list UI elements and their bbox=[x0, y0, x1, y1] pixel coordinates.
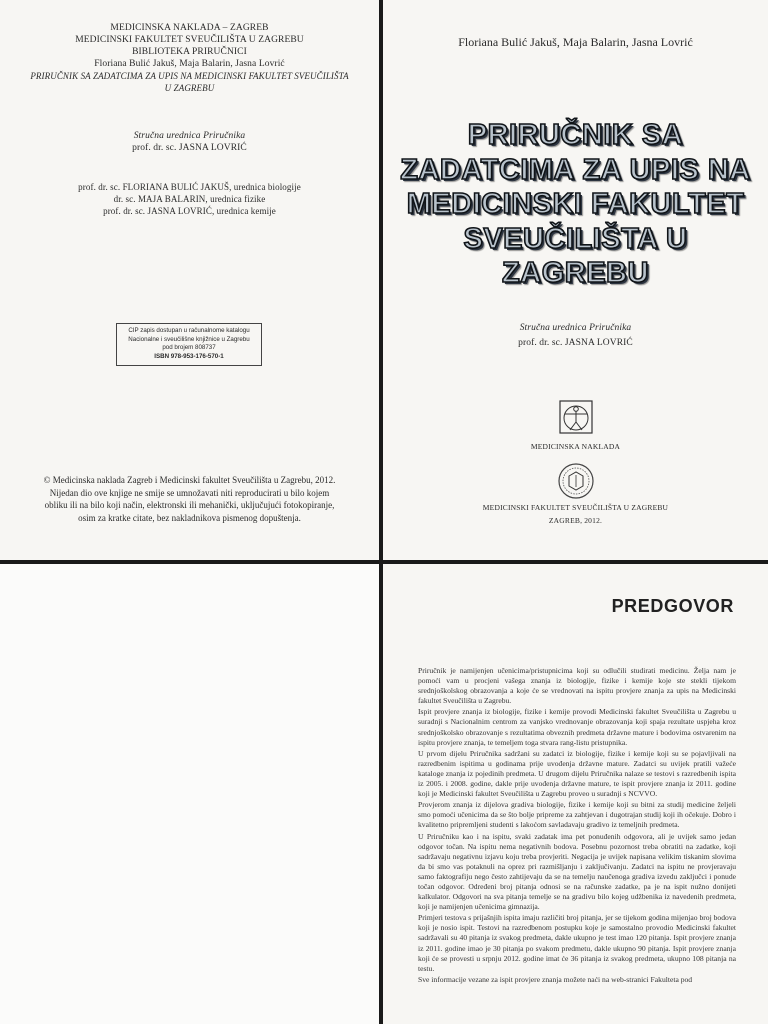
publisher-line: MEDICINSKI FAKULTET SVEUČILIŠTA U ZAGREBU bbox=[75, 35, 304, 45]
editor-name: prof. dr. sc. JASNA LOVRIĆ bbox=[132, 143, 247, 153]
subject-editor: prof. dr. sc. FLORIANA BULIĆ JAKUŠ, urednica biologije bbox=[78, 182, 301, 192]
paragraph: U prvom dijelu Priručnika sadržani su zadatci iz biologije, fizike i kemije koji su se pojavljivali na razredbenim ispitima u godinama prije uvođenja državne mature. Zadatci su uvijek pratili važeće kataloge znanja iz pojedinih predmeta. U drugom dijelu Priručnika nalaze se testovi s razredbenih ispita iz 2005. i 2008. godine, dakle prije uvođenja državne mature, te ispit provjere znanja iz 2011. godine koji je Medicinski fakultet Sveučilišta u Zagrebu proveo u suradnji s NCVVO. bbox=[418, 748, 736, 799]
series-line: BIBLIOTEKA PRIRUČNICI bbox=[132, 47, 247, 57]
paragraph: Provjerom znanja iz dijelova gradiva biologije, fizike i kemije koji su bitni za studij medicine željeli smo pomoći učenicima da se što bolje pripreme za zahtjevan i dugotrajan studij koji ih očekuje. Dobro i kvalitetno pripremljeni studenti s lakoćom savladavaju gradivo iz temeljnih predmeta. bbox=[418, 800, 736, 830]
publisher-line: MEDICINSKA NAKLADA – ZAGREB bbox=[110, 23, 269, 33]
place-year: ZAGREB, 2012. bbox=[548, 516, 603, 525]
book-title-line: U ZAGREBU bbox=[164, 83, 215, 93]
copyright-notice bbox=[14, 474, 365, 524]
cip-box bbox=[116, 323, 262, 366]
paragraph: U Priručniku kao i na ispitu, svaki zadatak ima pet ponuđenih odgovora, ali je uvijek samo jedan odgovor točan. Na ispitu nema negativnih bodova. Posebnu pozornost treba obratiti na zadatke, koji sadržavaju negativnu izjavu koju treba provjeriti. Negacija je uvijek napisana velikim tiskanim slovima da bi smo vas potaknuli na oprez pri razmišljanju i zaključivanju. Zadatci na ispitu ne provjeravaju samo faktografiju nego često zahtijevaju da se na temelju naučenoga gradiva izvedu zaključci i ponude točan odgovor. Određeni broj pitanja odnosi se na računske zadatke, pa je na ispit nužno donijeti kalkulator. Odgovori na sva pitanja temelje se na gradivu bilo kojeg udžbenika iz navedenih predmeta, koji je namijenjen učenicima gimnazija. bbox=[418, 831, 736, 912]
book-title-line: PRIRUČNIK SA ZADATCIMA ZA UPIS NA MEDICINSKI FAKULTET SVEUČILIŠTA bbox=[30, 71, 349, 81]
subject-editor: prof. dr. sc. JASNA LOVRIĆ, urednica kemije bbox=[103, 206, 276, 216]
cip-line: CIP zapis dostupan u računalnome katalogu bbox=[128, 327, 250, 334]
subject-editor: dr. sc. MAJA BALARIN, urednica fizike bbox=[113, 194, 266, 204]
imprint-page bbox=[0, 0, 379, 560]
university-seal-icon bbox=[557, 462, 595, 500]
paragraph: Priručnik je namijenjen učenicima/pristupnicima koji su odlučili studirati medicinu. Želja nam je pomoći vam u procjeni vašega znanja iz biologije, fizike i kemije koje ste stekli tijekom srednjoškolskog obrazovanja a koje će se vrednovati na ispitu provjere znanja za upis na Medicinski fakultet Sveučilišta u Zagrebu. bbox=[418, 666, 736, 706]
publisher-block bbox=[0, 22, 379, 94]
faculty-name: MEDICINSKI FAKULTET SVEUČILIŠTA U ZAGREBU bbox=[482, 503, 669, 512]
copyright-line: obliku ili na bilo koji način, elektronski ili mehanički, uključujući fotokopiranje, bbox=[44, 500, 335, 510]
title-line: ZADATCIMA ZA UPIS NA bbox=[400, 153, 751, 186]
paragraph: Ispit provjere znanja iz biologije, fizike i kemije provodi Medicinski fakultet Sveučilišta u Zagrebu u suradnji s Nacionalnim centrom za vanjsko vrednovanje obrazovanja koji spaja rezultate uspjeha kroz srednjoškolsko obrazovanje s rezultatima obveznih predmeta državne mature i bodovima ostvarenim na ispitu provjere znanja, te temeljem toga stvara rang-listu pristupnika. bbox=[418, 707, 736, 747]
copyright-line: osim za kratke citate, bez nakladnikova pismenog dopuštenja. bbox=[78, 512, 301, 523]
copyright-line: Nijedan dio ove knjige ne smije se umnožavati niti reproducirati u bilo kojem bbox=[49, 487, 330, 498]
editor-role: Stručna urednica Priručnika bbox=[519, 323, 632, 333]
publisher-name: MEDICINSKA NAKLADA bbox=[530, 442, 621, 451]
title-line: SVEUČILIŠTA U bbox=[463, 222, 688, 255]
editor-role: Stručna urednica Priručnika bbox=[133, 131, 246, 141]
subject-editors bbox=[0, 181, 379, 217]
cip-line: pod brojem 808737 bbox=[162, 344, 216, 351]
title-editor-block bbox=[383, 322, 768, 349]
title-line: MEDICINSKI FAKULTET bbox=[406, 188, 745, 220]
editor-name: prof. dr. sc. JASNA LOVRIĆ bbox=[518, 338, 633, 348]
authors-line: Floriana Bulić Jakuš, Maja Balarin, Jasna Lovrić bbox=[94, 59, 285, 69]
isbn: ISBN 978-953-176-570-1 bbox=[154, 352, 224, 360]
title-line: ZAGREBU bbox=[502, 257, 649, 289]
title-line: PRIRUČNIK SA bbox=[467, 119, 684, 151]
book-title bbox=[383, 118, 768, 291]
paragraph: Primjeri testova s prijašnjih ispita imaju različiti broj pitanja, jer se tijekom godina mijenjao broj bodova koji je nosio ispit. Testovi na razredbenom postupku koje je samostalno provodio Medicinski fakultet sadržavali su 40 pitanja iz svakog predmeta, dakle ukupno je test imao 120 pitanja. Ispit provjere znanja iz 2011. godine imao je 30 pitanja po svakom predmetu, dakle ukupno 90 pitanja. Ispit provjere znanja koji će se provesti u srpnju 2012. godine imat će 36 pitanja iz svakog predmeta, ukupno 108 pitanja na testu. bbox=[418, 913, 736, 973]
copyright-line: © Medicinska naklada Zagreb i Medicinski fakultet Sveučilišta u Zagrebu, 2012. bbox=[43, 475, 336, 485]
foreword-body bbox=[418, 666, 736, 986]
cip-line: Nacionalne i sveučilišne knjižnice u Zagrebu bbox=[128, 335, 250, 343]
blank-page bbox=[0, 564, 379, 1024]
vitruvian-logo-icon bbox=[559, 400, 593, 434]
title-authors: Floriana Bulić Jakuš, Maja Balarin, Jasna Lovrić bbox=[458, 35, 693, 49]
title-page bbox=[383, 0, 768, 560]
foreword-heading: PREDGOVOR bbox=[611, 596, 734, 616]
paragraph: Sve informacije vezane za ispit provjere znanja možete naći na web-stranici Fakulteta pod bbox=[418, 974, 693, 984]
editor-block bbox=[0, 130, 379, 154]
